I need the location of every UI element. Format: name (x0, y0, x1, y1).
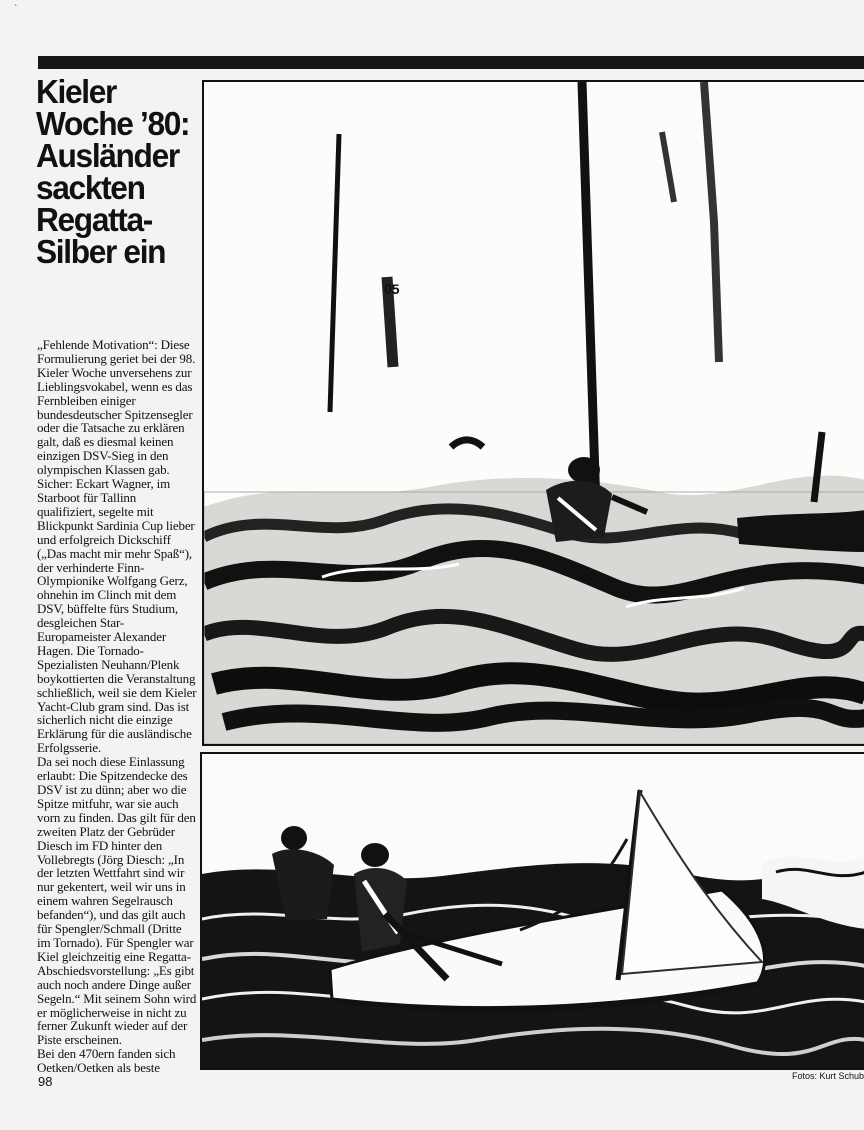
corner-mark: ` (14, 4, 18, 15)
article-paragraph: „Fehlende Motivation“: Diese Formulierung geriet bei der 98. Kieler Woche unversehens zur Lieblingsvokabel, wenn es das Fernbleiben einiger bundesdeutscher Spitzensegler oder die Tatsache zu erklären galt, daß es diesmal keinen einzigen DSV-Sieg in den olympischen Klassen gab. Sicher: Eckart Wagner, im Starboot für Tallinn qualifiziert, segelte mit Blickpunkt Sardinia Cup lieber und erfolgreich Dickschiff („Das macht mir mehr Spaß“), der verhinderte Finn-Olympionike Wolfgang Gerz, ohnehin im Clinch mit dem DSV, büffelte fürs Studium, desgleichen Star-Europameister Alexander Hagen. Die Tornado-Spezialisten Neuhann/Plenk boykottierten die Veranstaltung schließlich, weil sie dem Kieler Yacht-Club gram sind. Das ist sicherlich nicht die einzige Erklärung für die ausländische Erfolgsserie. (37, 337, 197, 756)
article-body (37, 338, 197, 1075)
headline-line: Regatta- (36, 201, 152, 238)
headline-line: sackten (36, 169, 145, 206)
article-paragraph: Bei den 470ern fanden sich Oetken/Oetken als beste (37, 1046, 176, 1076)
article-paragraph: Da sei noch diese Einlassung erlaubt: Die Spitzendecke des DSV ist zu dünn; aber wo die Spitze mitfuhr, war sie auch vorn zu finden. Das gilt für den zweiten Platz der Gebrüder Diesch im FD hinter den Vollebregts (Jörg Diesch: „In der letzten Wettfahrt sind wir nur gekentert, weil wir uns in einem wahren Segelrausch befanden“), und das gilt auch für Spengler/Schmall (Dritte im Tornado). Für Spengler war Kiel gleichzeitig eine Regatta-Abschiedsvorstellung: „Es gibt auch noch andere Dinge außer Segeln.“ Mit seinem Sohn wird er möglicherweise in nicht zu ferner Zukunft wieder auf der Piste erscheinen. (37, 754, 197, 1048)
flying-dutchman-image (202, 754, 864, 1068)
top-rule (38, 56, 864, 69)
regatta-photo-bottom (200, 752, 864, 1070)
dinghy-racing-image (204, 82, 864, 744)
regatta-photo-top (202, 80, 864, 746)
headline-line: Silber ein (36, 233, 166, 270)
sail-number: 05 (384, 281, 400, 297)
page-number: 98 (38, 1074, 53, 1089)
photo-credit: Fotos: Kurt Schub (791, 1071, 864, 1081)
headline (36, 73, 197, 270)
headline-line: Woche ’80: (36, 105, 190, 142)
headline-line: Kieler (36, 73, 116, 110)
headline-line: Ausländer (36, 137, 179, 174)
